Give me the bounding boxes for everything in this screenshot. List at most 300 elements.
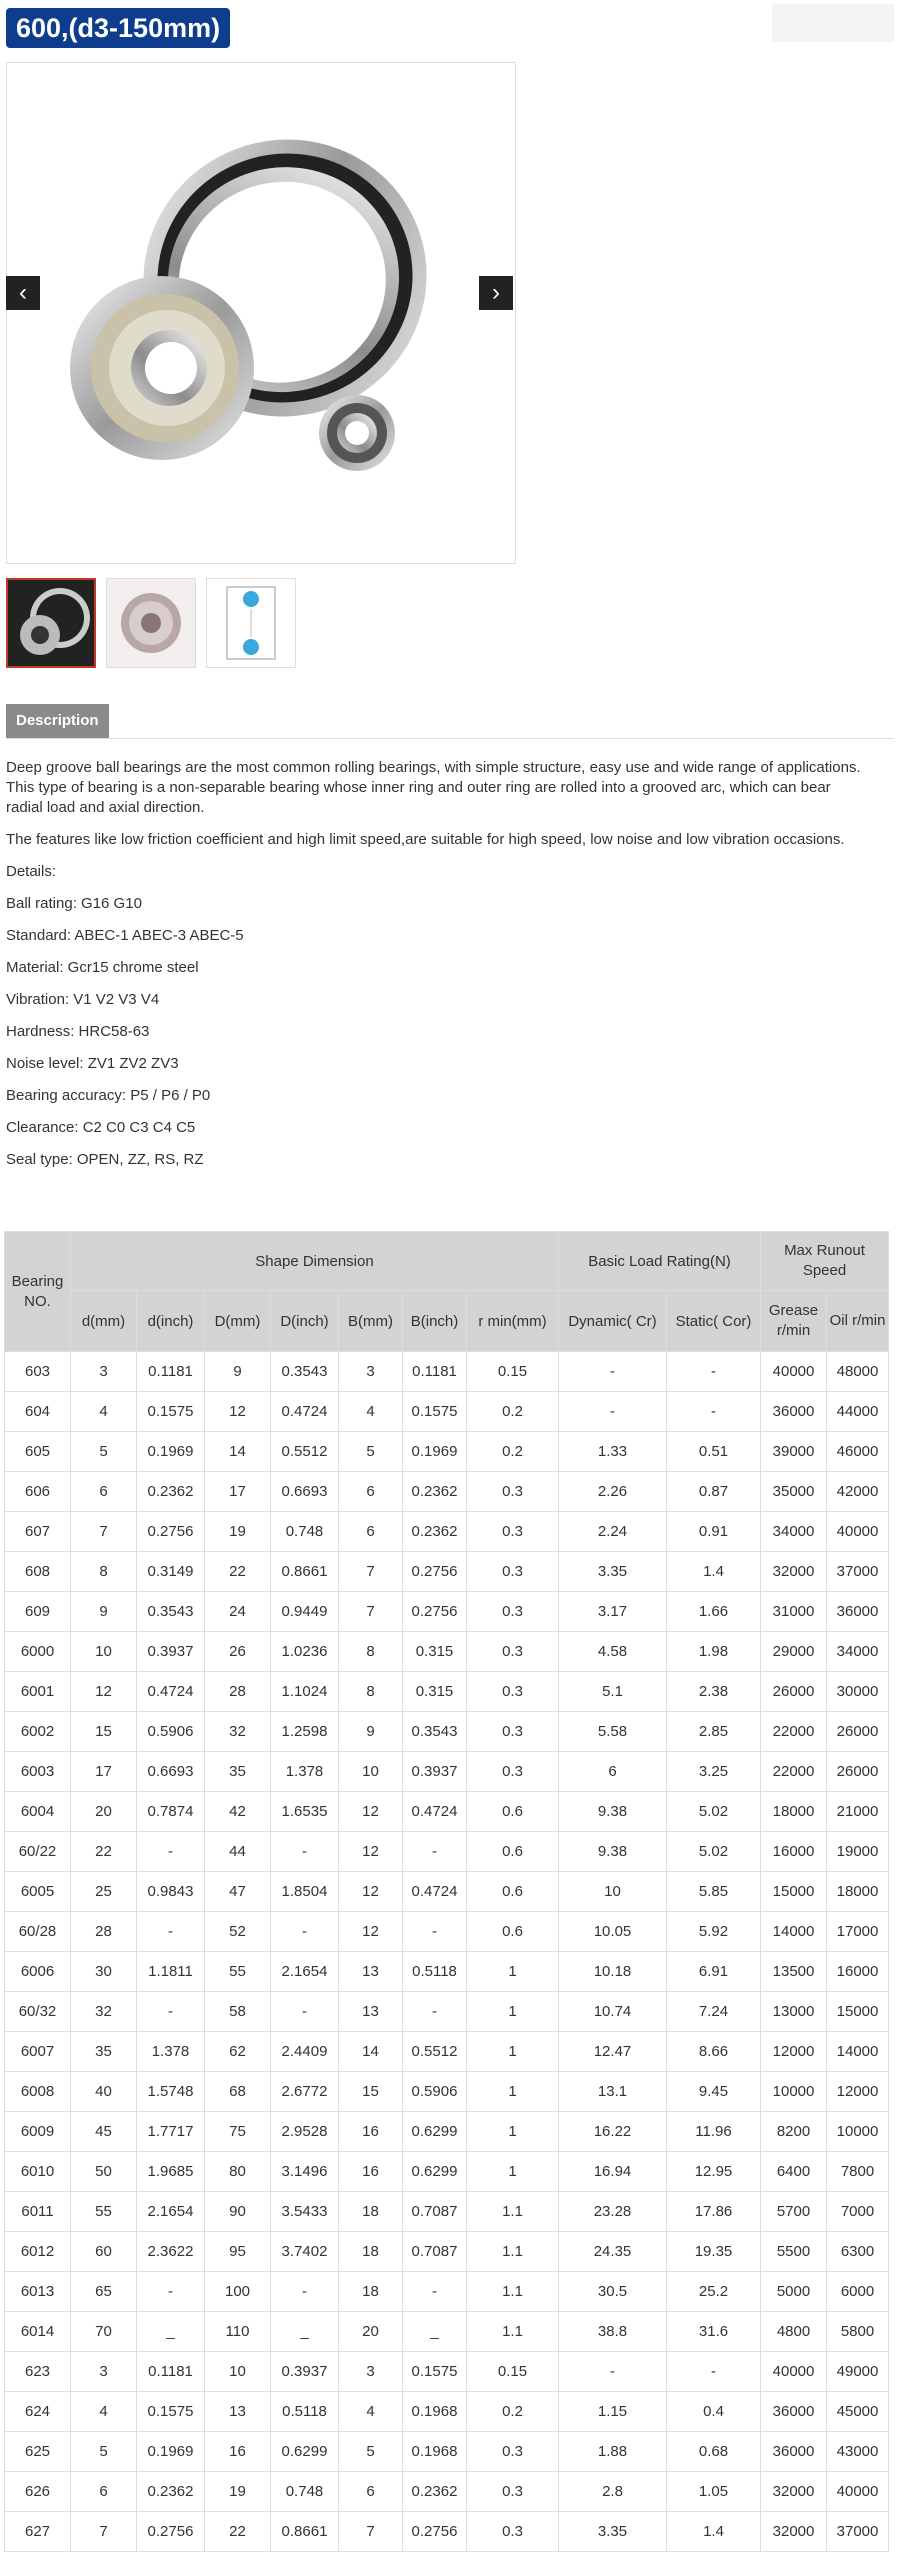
table-cell: 0.6299 [271,2432,339,2472]
table-cell: 2.4409 [271,2032,339,2072]
table-cell: 5.02 [667,1832,761,1872]
table-cell: 18000 [827,1872,889,1912]
table-row [5,2392,889,2432]
table-cell: 3 [71,2352,137,2392]
table-cell: - [559,1392,667,1432]
table-cell: 0.3 [467,1712,559,1752]
table-cell: 9.38 [559,1792,667,1832]
table-row [5,1832,889,1872]
table-cell: 7 [339,1592,403,1632]
table-cell: 0.2756 [403,1552,467,1592]
table-cell: 0.5512 [403,2032,467,2072]
table-cell: 19 [205,2472,271,2512]
table-cell: 5.92 [667,1912,761,1952]
table-cell: 0.4724 [403,1792,467,1832]
table-row [5,2432,889,2472]
header-max-speed: Max Runout Speed [761,1232,889,1291]
table-cell: 1 [467,2152,559,2192]
table-cell: - [137,2272,205,2312]
table-cell: 8 [71,1552,137,1592]
table-cell: 1.1024 [271,1672,339,1712]
table-cell: - [137,1992,205,2032]
table-cell: 44 [205,1832,271,1872]
table-cell: 100 [205,2272,271,2312]
table-cell: 0.3543 [137,1592,205,1632]
table-cell: 0.315 [403,1632,467,1672]
table-cell: 0.1181 [137,1352,205,1392]
table-cell: 0.6299 [403,2152,467,2192]
table-row [5,1352,889,1392]
table-cell: 17 [71,1752,137,1792]
table-cell: 10 [205,2352,271,2392]
table-cell: 12000 [827,2072,889,2112]
table-cell: 32000 [761,1552,827,1592]
bearing-number-cell: 6009 [5,2112,71,2152]
bearing-number-cell: 609 [5,1592,71,1632]
table-cell: 32000 [761,2472,827,2512]
table-cell: 62 [205,2032,271,2072]
table-row [5,2032,889,2072]
column-header: Oil r/min [827,1291,889,1352]
table-cell: 10000 [827,2112,889,2152]
table-cell: 0.1181 [403,1352,467,1392]
table-cell: 0.2362 [403,1472,467,1512]
table-cell: 0.15 [467,2352,559,2392]
table-row [5,1752,889,1792]
table-cell: 1.378 [137,2032,205,2072]
table-cell: 80 [205,2152,271,2192]
table-cell: 2.8 [559,2472,667,2512]
table-cell: 1.7717 [137,2112,205,2152]
thumbnail-3[interactable] [206,578,296,668]
table-cell: 6 [339,2472,403,2512]
table-cell: 7800 [827,2152,889,2192]
bearing-number-cell: 627 [5,2512,71,2552]
table-cell: 11.96 [667,2112,761,2152]
details-heading: Details: [6,863,57,880]
table-cell: 0.1575 [403,2352,467,2392]
table-cell: 15000 [827,1992,889,2032]
table-cell: 0.5906 [137,1712,205,1752]
product-title: 600,(d3-150mm) [6,8,230,48]
table-cell: 25 [71,1872,137,1912]
table-cell: 40000 [827,1512,889,1552]
table-cell: 1 [467,2072,559,2112]
table-cell: 26000 [827,1752,889,1792]
table-cell: 1 [467,1992,559,2032]
table-cell: 17 [205,1472,271,1512]
next-image-button[interactable]: › [479,276,513,310]
main-product-image [6,62,516,564]
table-cell: 0.5906 [403,2072,467,2112]
table-row [5,1792,889,1832]
bearing-number-cell: 60/22 [5,1832,71,1872]
table-cell: 4 [339,1392,403,1432]
table-cell: 3.5433 [271,2192,339,2232]
table-cell: 12.95 [667,2152,761,2192]
detail-item: Ball rating: G16 G10 [6,895,142,912]
column-header: Static( Cor) [667,1291,761,1352]
bearing-number-cell: 6003 [5,1752,71,1792]
table-row [5,2072,889,2112]
bearing-number-cell: 604 [5,1392,71,1432]
table-cell: 0.3 [467,1752,559,1792]
table-cell: 0.7087 [403,2232,467,2272]
table-cell: 16000 [761,1832,827,1872]
tab-description[interactable]: Description [6,704,109,738]
table-cell: 26 [205,1632,271,1672]
table-cell: 22 [71,1832,137,1872]
table-cell: 7 [339,1552,403,1592]
table-cell: 25.2 [667,2272,761,2312]
table-row [5,1992,889,2032]
table-cell: 24.35 [559,2232,667,2272]
table-cell: 0.6 [467,1792,559,1832]
table-cell: 3.1496 [271,2152,339,2192]
table-cell: 0.2756 [137,2512,205,2552]
table-cell: - [271,2272,339,2312]
table-cell: 1.4 [667,1552,761,1592]
table-cell: 2.24 [559,1512,667,1552]
table-cell: 1.8504 [271,1872,339,1912]
table-cell: 5.1 [559,1672,667,1712]
table-cell: 6 [71,1472,137,1512]
table-cell: 20 [71,1792,137,1832]
table-cell: 1 [467,2112,559,2152]
spec-table [4,1231,889,2552]
table-row [5,1912,889,1952]
table-cell: 5 [71,2432,137,2472]
table-cell: 36000 [761,1392,827,1432]
table-cell: 1.1811 [137,1952,205,1992]
table-cell: 40 [71,2072,137,2112]
table-cell: 0.2 [467,1432,559,1472]
table-cell: 6.91 [667,1952,761,1992]
table-cell: 0.1181 [137,2352,205,2392]
table-cell: 34000 [761,1512,827,1552]
table-cell: 0.7874 [137,1792,205,1832]
table-cell: 10 [71,1632,137,1672]
table-row [5,1392,889,1432]
table-cell: 3 [71,1352,137,1392]
table-cell: 6 [71,2472,137,2512]
table-cell: 49000 [827,2352,889,2392]
table-cell: 8200 [761,2112,827,2152]
table-cell: 0.8661 [271,1552,339,1592]
table-cell: 0.51 [667,1432,761,1472]
header-shape-dimension: Shape Dimension [71,1232,559,1291]
bearing-number-cell: 6011 [5,2192,71,2232]
table-cell: 9.45 [667,2072,761,2112]
table-cell: 19.35 [667,2232,761,2272]
bearing-number-cell: 607 [5,1512,71,1552]
table-cell: 8 [339,1632,403,1672]
table-cell: 45 [71,2112,137,2152]
thumbnail-1[interactable] [6,578,96,668]
table-cell: 0.3 [467,1472,559,1512]
bearing-number-cell: 6002 [5,1712,71,1752]
table-cell: 1.1 [467,2312,559,2352]
table-cell: 13000 [761,1992,827,2032]
table-cell: 4 [71,1392,137,1432]
table-cell: 0.6693 [271,1472,339,1512]
table-cell: 5.02 [667,1792,761,1832]
table-cell: 0.7087 [403,2192,467,2232]
thumbnail-shield-icon [107,579,195,667]
table-cell: 10 [559,1872,667,1912]
table-cell: 21000 [827,1792,889,1832]
table-cell: 75 [205,2112,271,2152]
table-cell: 0.1969 [137,1432,205,1472]
table-cell: 5800 [827,2312,889,2352]
table-cell: 10.18 [559,1952,667,1992]
table-cell: 24 [205,1592,271,1632]
detail-item: Hardness: HRC58-63 [6,1023,150,1040]
tab-divider [6,738,894,739]
bearing-number-cell: 6005 [5,1872,71,1912]
table-cell: 12.47 [559,2032,667,2072]
table-cell: 0.6 [467,1832,559,1872]
column-header: D(inch) [271,1291,339,1352]
table-cell: 0.1968 [403,2432,467,2472]
table-row [5,1632,889,1672]
table-cell: - [137,1832,205,1872]
table-cell: 1.15 [559,2392,667,2432]
table-cell: 13 [339,1992,403,2032]
table-cell: 30 [71,1952,137,1992]
table-row [5,2232,889,2272]
table-cell: 9.38 [559,1832,667,1872]
table-cell: 0.2362 [137,2472,205,2512]
table-cell: - [271,1832,339,1872]
table-cell: 28 [71,1912,137,1952]
description-paragraph: Deep groove ball bearings are the most common rolling bearings, with simple structure, easy use and wide range of applications. This type of bearing is a non-separable bearing whose inner ring and outer ring are rolled into a grooved arc, which can bear radial load and axial direction. [6,759,861,816]
table-cell: 46000 [827,1432,889,1472]
top-right-panel [772,4,894,42]
table-cell: 12000 [761,2032,827,2072]
bearing-number-cell: 6007 [5,2032,71,2072]
table-cell: 40000 [761,2352,827,2392]
bearing-number-cell: 6012 [5,2232,71,2272]
table-cell: 90 [205,2192,271,2232]
table-cell: 30000 [827,1672,889,1712]
table-cell: 44000 [827,1392,889,1432]
table-cell: 6300 [827,2232,889,2272]
bearing-number-cell: 6008 [5,2072,71,2112]
table-cell: 42 [205,1792,271,1832]
table-cell: 6000 [827,2272,889,2312]
table-cell: 12 [339,1792,403,1832]
table-cell: 36000 [827,1592,889,1632]
column-header: Dynamic( Cr) [559,1291,667,1352]
table-cell: 16.22 [559,2112,667,2152]
table-cell: 6 [339,1472,403,1512]
bearing-number-cell: 60/28 [5,1912,71,1952]
table-cell: 1.66 [667,1592,761,1632]
table-cell: - [667,1352,761,1392]
detail-item: Material: Gcr15 chrome steel [6,959,199,976]
table-cell: 42000 [827,1472,889,1512]
table-cell: _ [403,2312,467,2352]
table-cell: 12 [205,1392,271,1432]
table-cell: 1.1 [467,2192,559,2232]
table-cell: 95 [205,2232,271,2272]
table-cell: 0.3543 [403,1712,467,1752]
thumbnail-bearing-icon [8,580,94,666]
table-cell: 7 [339,2512,403,2552]
table-cell: 36000 [761,2392,827,2432]
table-cell: 2.26 [559,1472,667,1512]
table-cell: 1.1 [467,2272,559,2312]
table-cell: - [271,1912,339,1952]
table-cell: 16 [339,2112,403,2152]
table-cell: 3.7402 [271,2232,339,2272]
table-cell: 0.3 [467,1632,559,1672]
table-cell: 5 [339,2432,403,2472]
table-cell: 0.1575 [137,1392,205,1432]
bearing-number-cell: 60/32 [5,1992,71,2032]
table-cell: 0.6693 [137,1752,205,1792]
table-cell: 10.74 [559,1992,667,2032]
bearing-number-cell: 624 [5,2392,71,2432]
detail-item: Clearance: C2 C0 C3 C4 C5 [6,1119,196,1136]
table-cell: - [137,1912,205,1952]
table-cell: 50 [71,2152,137,2192]
table-row [5,2152,889,2192]
table-row [5,1672,889,1712]
table-cell: 12 [339,1832,403,1872]
table-cell: 0.8661 [271,2512,339,2552]
table-cell: 15000 [761,1872,827,1912]
table-cell: 14 [339,2032,403,2072]
thumbnail-diagram-icon [207,579,295,667]
table-cell: 0.3 [467,2432,559,2472]
table-cell: 30.5 [559,2272,667,2312]
table-cell: 29000 [761,1632,827,1672]
table-cell: 0.1969 [403,1432,467,1472]
prev-image-button[interactable]: ‹ [6,276,40,310]
table-cell: 17.86 [667,2192,761,2232]
bearing-number-cell: 6010 [5,2152,71,2192]
table-cell: 0.748 [271,2472,339,2512]
table-cell: 1.88 [559,2432,667,2472]
column-header: D(mm) [205,1291,271,1352]
column-header: B(inch) [403,1291,467,1352]
table-row [5,2312,889,2352]
bearing-number-cell: 606 [5,1472,71,1512]
table-cell: 7 [71,1512,137,1552]
table-cell: 32 [71,1992,137,2032]
table-cell: - [403,1832,467,1872]
table-cell: 0.3 [467,2512,559,2552]
table-cell: 13.1 [559,2072,667,2112]
table-cell: - [559,1352,667,1392]
table-cell: 12 [339,1912,403,1952]
table-cell: 2.85 [667,1712,761,1752]
table-cell: 37000 [827,1552,889,1592]
table-cell: 10.05 [559,1912,667,1952]
table-cell: 4 [339,2392,403,2432]
table-cell: 0.2756 [403,2512,467,2552]
table-cell: 52 [205,1912,271,1952]
table-cell: 0.1969 [137,2432,205,2472]
table-cell: 14000 [761,1912,827,1952]
table-cell: 5500 [761,2232,827,2272]
table-cell: 3.17 [559,1592,667,1632]
table-cell: - [403,2272,467,2312]
table-cell: 0.4724 [403,1872,467,1912]
table-cell: 35000 [761,1472,827,1512]
bearing-number-cell: 6004 [5,1792,71,1832]
table-cell: 3.25 [667,1752,761,1792]
table-cell: 0.3 [467,1672,559,1712]
detail-item: Seal type: OPEN, ZZ, RS, RZ [6,1151,204,1168]
table-cell: - [271,1992,339,2032]
table-cell: 13 [339,1952,403,1992]
table-cell: 70 [71,2312,137,2352]
table-cell: 34000 [827,1632,889,1672]
table-cell: 0.315 [403,1672,467,1712]
table-cell: 20 [339,2312,403,2352]
table-cell: 23.28 [559,2192,667,2232]
table-cell: 0.3 [467,2472,559,2512]
table-cell: 18000 [761,1792,827,1832]
table-cell: 1.1 [467,2232,559,2272]
table-cell: 1.4 [667,2512,761,2552]
table-cell: 0.2 [467,2392,559,2432]
table-cell: 5.85 [667,1872,761,1912]
table-cell: 1.5748 [137,2072,205,2112]
table-cell: 13 [205,2392,271,2432]
bearing-number-cell: 6001 [5,1672,71,1712]
table-cell: 3 [339,1352,403,1392]
table-cell: 5 [339,1432,403,1472]
table-cell: 0.4 [667,2392,761,2432]
table-cell: 68 [205,2072,271,2112]
table-row [5,2472,889,2512]
table-cell: 0.748 [271,1512,339,1552]
table-cell: 12 [71,1672,137,1712]
bearing-number-cell: 6014 [5,2312,71,2352]
table-cell: 1.6535 [271,1792,339,1832]
table-cell: 26000 [761,1672,827,1712]
table-cell: 5 [71,1432,137,1472]
table-cell: 0.2362 [137,1472,205,1512]
table-cell: 5700 [761,2192,827,2232]
bearing-number-cell: 623 [5,2352,71,2392]
column-header: Grease r/min [761,1291,827,1352]
table-cell: 22 [205,1552,271,1592]
table-cell: 22000 [761,1712,827,1752]
thumbnail-2[interactable] [106,578,196,668]
table-cell: 0.3543 [271,1352,339,1392]
table-cell: _ [271,2312,339,2352]
table-cell: 28 [205,1672,271,1712]
table-cell: 40000 [827,2472,889,2512]
table-cell: 9 [205,1352,271,1392]
table-cell: 0.4724 [271,1392,339,1432]
detail-item: Vibration: V1 V2 V3 V4 [6,991,160,1008]
table-row [5,2192,889,2232]
table-cell: 14 [205,1432,271,1472]
table-cell: 0.3149 [137,1552,205,1592]
table-cell: 32 [205,1712,271,1752]
bearings-illustration [7,63,515,563]
table-cell: 0.91 [667,1512,761,1552]
table-cell: 0.3937 [137,1632,205,1672]
table-cell: 3 [339,2352,403,2392]
table-cell: 1 [467,1952,559,1992]
